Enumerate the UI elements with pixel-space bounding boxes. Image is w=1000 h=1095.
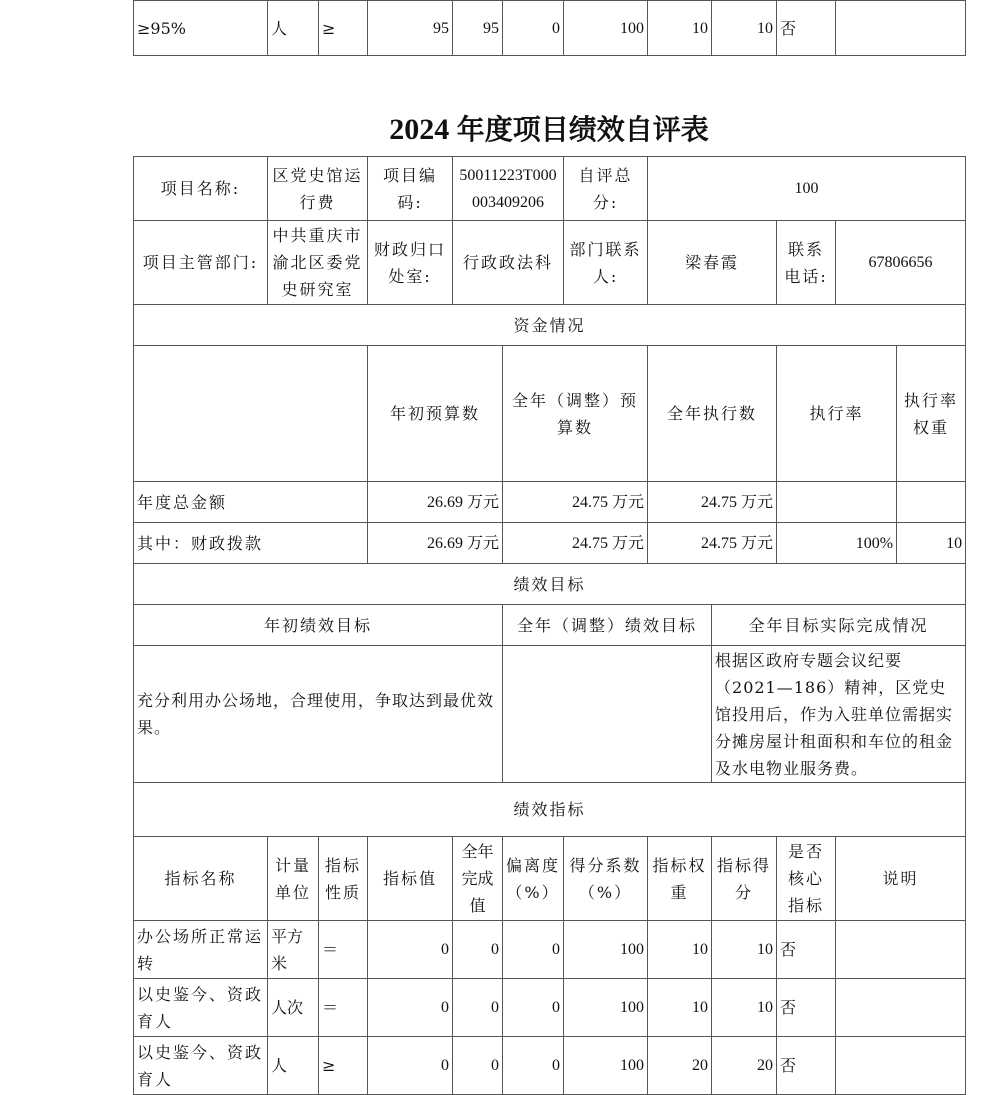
funds-header-executed: 全年执行数 xyxy=(648,346,777,482)
ind-deviation-cell: 0 xyxy=(503,979,564,1037)
ind-actual-cell: 0 xyxy=(453,979,503,1037)
ind-coef-cell: 100 xyxy=(564,979,648,1037)
ind-note-cell xyxy=(836,921,966,979)
ind-score-cell: 10 xyxy=(712,979,777,1037)
ind-weight-cell: 20 xyxy=(648,1037,712,1095)
ind-name-cell: 以史鉴今、资政育人 xyxy=(134,1037,268,1095)
funds-rate-cell: 100% xyxy=(777,523,897,564)
self-score-label: 自评总分: xyxy=(564,157,648,221)
ind-target-cell: 0 xyxy=(368,979,453,1037)
phone-label: 联系电话: xyxy=(777,221,836,305)
table-row xyxy=(134,346,966,482)
ind-header-coef: 得分系数（%） xyxy=(564,837,648,921)
page-title xyxy=(133,108,965,152)
ind-header-deviation: 偏离度（%） xyxy=(503,837,564,921)
project-code-value: 50011223T000003409206 xyxy=(453,157,564,221)
ind-header-nature: 指标性质 xyxy=(319,837,368,921)
table-row xyxy=(134,783,966,837)
indicator-unit-cell: 人 xyxy=(268,1,319,56)
ind-actual-cell: 0 xyxy=(453,921,503,979)
ind-deviation-cell: 0 xyxy=(503,921,564,979)
goal-initial-text: 充分利用办公场地，合理使用，争取达到最优效果。 xyxy=(134,646,503,783)
ind-note-cell xyxy=(836,1037,966,1095)
indicator-weight-cell: 10 xyxy=(648,1,712,56)
ind-header-unit: 计量单位 xyxy=(268,837,319,921)
goal-actual-text: 根据区政府专题会议纪要（2021—186）精神，区党史馆投用后，作为入驻单位需据实分摊房屋计租面积和车位的租金及水电物业服务费。 xyxy=(712,646,966,783)
finance-office-value: 行政政法科 xyxy=(453,221,564,305)
table-row xyxy=(134,921,966,979)
table-row xyxy=(134,305,966,346)
ind-unit-cell: 人 xyxy=(268,1037,319,1095)
project-name-value: 区党史馆运行费 xyxy=(268,157,368,221)
table-row xyxy=(134,605,966,646)
table-row xyxy=(134,646,966,783)
goals-header-initial: 年初绩效目标 xyxy=(134,605,503,646)
ind-actual-cell: 0 xyxy=(453,1037,503,1095)
ind-note-cell xyxy=(836,979,966,1037)
ind-target-cell: 0 xyxy=(368,1037,453,1095)
ind-header-target: 指标值 xyxy=(368,837,453,921)
table-row xyxy=(134,482,966,523)
funds-header-adjusted: 全年（调整）预算数 xyxy=(503,346,648,482)
goals-section-header: 绩效目标 xyxy=(134,564,966,605)
table-row xyxy=(134,564,966,605)
ind-target-cell: 0 xyxy=(368,921,453,979)
ind-score-cell: 20 xyxy=(712,1037,777,1095)
dept-label: 项目主管部门: xyxy=(134,221,268,305)
ind-header-name: 指标名称 xyxy=(134,837,268,921)
ind-unit-cell: 平方米 xyxy=(268,921,319,979)
indicator-core-cell: 否 xyxy=(777,1,836,56)
funds-adjusted-cell: 24.75 万元 xyxy=(503,523,648,564)
table-row xyxy=(134,1037,966,1095)
ind-weight-cell: 10 xyxy=(648,979,712,1037)
ind-name-cell: 办公场所正常运转 xyxy=(134,921,268,979)
funds-header-blank xyxy=(134,346,368,482)
funds-executed-cell: 24.75 万元 xyxy=(648,482,777,523)
funds-executed-cell: 24.75 万元 xyxy=(648,523,777,564)
funds-section-header: 资金情况 xyxy=(134,305,966,346)
self-score-value: 100 xyxy=(648,157,966,221)
table-row xyxy=(134,523,966,564)
ind-header-note: 说明 xyxy=(836,837,966,921)
indicator-actual-cell: 95 xyxy=(453,1,503,56)
ind-header-actual: 全年完成值 xyxy=(453,837,503,921)
table-row xyxy=(134,157,966,221)
funds-rate-cell xyxy=(777,482,897,523)
ind-nature-cell: ＝ xyxy=(319,921,368,979)
contact-label: 部门联系人: xyxy=(564,221,648,305)
ind-unit-cell: 人次 xyxy=(268,979,319,1037)
goals-header-actual: 全年目标实际完成情况 xyxy=(712,605,966,646)
funds-initial-cell: 26.69 万元 xyxy=(368,523,503,564)
funds-header-weight: 执行率权重 xyxy=(897,346,966,482)
self-evaluation-table xyxy=(133,156,966,1095)
table-row xyxy=(134,979,966,1037)
ind-nature-cell: ＝ xyxy=(319,979,368,1037)
contact-value: 梁春霞 xyxy=(648,221,777,305)
finance-office-label: 财政归口处室: xyxy=(368,221,453,305)
title-text: 年度项目绩效自评表 xyxy=(456,113,709,146)
funds-header-initial: 年初预算数 xyxy=(368,346,503,482)
funds-row-label: 年度总金额 xyxy=(134,482,368,523)
title-year: 2024 xyxy=(389,113,450,146)
indicator-score-cell: 10 xyxy=(712,1,777,56)
phone-value: 67806656 xyxy=(836,221,966,305)
funds-initial-cell: 26.69 万元 xyxy=(368,482,503,523)
dept-value: 中共重庆市渝北区委党史研究室 xyxy=(268,221,368,305)
goals-header-adjusted: 全年（调整）绩效目标 xyxy=(503,605,712,646)
ind-coef-cell: 100 xyxy=(564,921,648,979)
ind-score-cell: 10 xyxy=(712,921,777,979)
ind-core-cell: 否 xyxy=(777,921,836,979)
funds-adjusted-cell: 24.75 万元 xyxy=(503,482,648,523)
table-row xyxy=(134,221,966,305)
ind-weight-cell: 10 xyxy=(648,921,712,979)
table-row xyxy=(134,1,966,56)
project-name-label: 项目名称: xyxy=(134,157,268,221)
ind-core-cell: 否 xyxy=(777,979,836,1037)
indicator-name-cell: ≥95% xyxy=(134,1,268,56)
ind-header-score: 指标得分 xyxy=(712,837,777,921)
funds-header-rate: 执行率 xyxy=(777,346,897,482)
funds-weight-cell xyxy=(897,482,966,523)
table-row xyxy=(134,837,966,921)
ind-deviation-cell: 0 xyxy=(503,1037,564,1095)
indicator-coef-cell: 100 xyxy=(564,1,648,56)
ind-header-weight: 指标权重 xyxy=(648,837,712,921)
ind-coef-cell: 100 xyxy=(564,1037,648,1095)
ind-core-cell: 否 xyxy=(777,1037,836,1095)
funds-row-label: 其中：财政拨款 xyxy=(134,523,368,564)
goal-adjusted-text xyxy=(503,646,712,783)
indicator-note-cell xyxy=(836,1,966,56)
indicator-nature-cell: ≥ xyxy=(319,1,368,56)
ind-nature-cell: ≥ xyxy=(319,1037,368,1095)
ind-header-core: 是否核心指标 xyxy=(777,837,836,921)
indicator-deviation-cell: 0 xyxy=(503,1,564,56)
previous-indicator-table xyxy=(133,0,966,56)
funds-weight-cell: 10 xyxy=(897,523,966,564)
ind-name-cell: 以史鉴今、资政育人 xyxy=(134,979,268,1037)
indicators-section-header: 绩效指标 xyxy=(134,783,966,837)
indicator-target-cell: 95 xyxy=(368,1,453,56)
project-code-label: 项目编码: xyxy=(368,157,453,221)
